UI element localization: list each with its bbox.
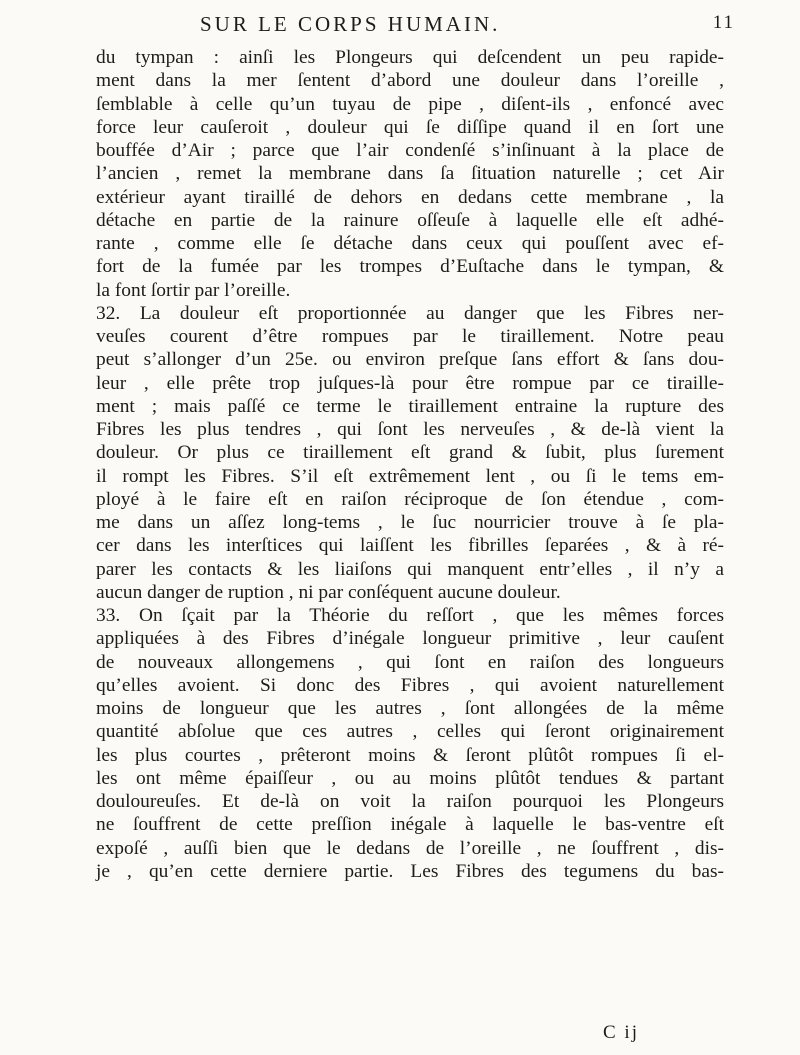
text-line: rante , comme elle ſe détache dans ceux qui pouſſent avec ef-: [96, 233, 724, 254]
text-line: de nouveaux allongemens , qui ſont en raiſon des longueurs: [96, 651, 724, 673]
text-line: leur , elle prête trop juſques-là pour être rompue par ce tiraille-: [96, 372, 724, 394]
text-line: appliquées à des Fibres d’inégale longueur primitive , leur cauſent: [96, 628, 724, 650]
text-line: cer dans les interſtices qui laiſſent les fibrilles ſeparées , & à ré-: [96, 535, 724, 557]
paragraph-end-line: la font ſortir par l’oreille.: [96, 279, 291, 301]
text-line: parer les contacts & les liaiſons qui manquent entr’elles , il n’y a: [96, 558, 724, 580]
text-line: veuſes courent d’être rompues par le tiraillement. Notre peau: [96, 326, 724, 347]
text-line: ment ; mais paſſé ce terme le tiraillement entraine la rupture des: [96, 395, 724, 417]
text-line: qu’elles avoient. Si donc des Fibres , qui avoient naturellement: [96, 674, 724, 696]
text-line: moins de longueur que les autres , ſont allongées de la même: [96, 698, 724, 719]
text-line: ployé à le faire eſt en raiſon réciproque de ſon étendue , com-: [96, 488, 724, 510]
text-line: les plus courtes , prêteront moins & ſeront plûtôt rompues ſi el-: [96, 744, 724, 766]
text-line: quantité abſolue que ces autres , celles qui ſeront originairement: [96, 721, 724, 743]
running-head: [200, 12, 735, 42]
text-line: me dans un aſſez long-tems , le ſuc nourricier trouve à ſe pla-: [96, 512, 724, 533]
text-line: 32. La douleur eſt proportionnée au danger que les Fibres ner-: [96, 302, 724, 324]
text-line: du tympan : ainſi les Plongeurs qui deſcendent un peu rapide-: [96, 47, 724, 68]
signature-mark: C ij: [603, 1022, 639, 1043]
text-line: peut s’allonger d’un 25e. ou environ preſque ſans effort & ſans dou-: [96, 349, 724, 371]
text-line: je , qu’en cette derniere partie. Les Fibres des tegumens du bas-: [96, 860, 724, 882]
text-line: force leur cauſeroit , douleur qui ſe diſſipe quand il en ſort une: [96, 116, 724, 138]
text-line: détache en partie de la rainure oſſeuſe à laquelle elle eſt adhé-: [96, 209, 724, 231]
text-line: fort de la fumée par les trompes d’Euſtache dans le tympan, &: [96, 256, 724, 278]
page-number: 11: [712, 12, 735, 33]
text-line: l’ancien , remet la membrane dans ſa ſituation naturelle ; cet Air: [96, 163, 724, 185]
text-line: les ont même épaiſſeur , ou au moins plûtôt tendues & partant: [96, 767, 724, 789]
text-line: 33. On ſçait par la Théorie du reſſort , que les mêmes forces: [96, 605, 724, 626]
text-line: expoſé , auſſi bien que le dedans de l’oreille , ne ſouffrent , dis-: [96, 837, 724, 859]
text-line: ſemblable à celle qu’un tuyau de pipe , diſent-ils , enfoncé avec: [96, 93, 724, 115]
text-line: douleur. Or plus ce tiraillement eſt grand & ſubit, plus ſurement: [96, 442, 724, 464]
text-line: Fibres les plus tendres , qui ſont les nerveuſes , & de-là vient la: [96, 419, 724, 440]
text-line: il rompt les Fibres. S’il eſt extrêmement lent , ou ſi le tems em-: [96, 465, 724, 487]
text-line: douloureuſes. Et de-là on voit la raiſon pourquoi les Plongeurs: [96, 791, 724, 812]
text-line: extérieur ayant tiraillé de dehors en dedans cette membrane , la: [96, 186, 724, 208]
running-title: SUR LE CORPS HUMAIN.: [200, 12, 501, 36]
text-line: ne ſouffrent de cette preſſion inégale à laquelle le bas-ventre eſt: [96, 814, 724, 836]
paragraph-end-line: aucun danger de ruption , ni par conſéquent aucune douleur.: [96, 581, 561, 603]
text-line: ment dans la mer ſentent d’abord une douleur dans l’oreille ,: [96, 70, 724, 92]
body-text: [96, 46, 724, 883]
text-line: bouffée d’Air ; parce que l’air condenſé s’inſinuant à la place de: [96, 140, 724, 161]
